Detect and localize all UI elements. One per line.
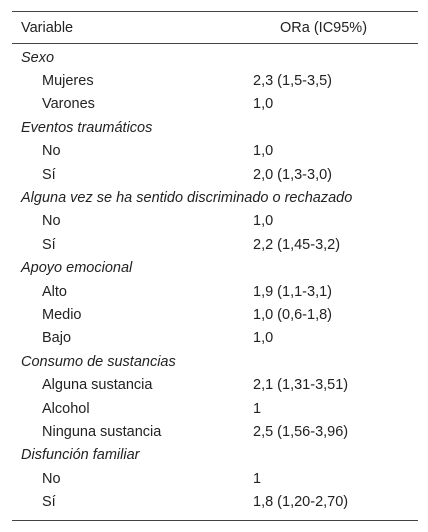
row-label: Sí bbox=[42, 166, 56, 183]
row-label: Sí bbox=[42, 494, 56, 511]
table-row bbox=[12, 467, 418, 490]
results-table bbox=[12, 11, 418, 521]
row-label: No bbox=[42, 470, 61, 487]
row-label: No bbox=[42, 213, 61, 230]
group-label: Sexo bbox=[21, 49, 55, 66]
table-row bbox=[12, 69, 418, 92]
row-label: Mujeres bbox=[42, 73, 94, 90]
row-value: 1 bbox=[253, 400, 262, 417]
table-row bbox=[12, 327, 418, 350]
row-value: 1,8 (1,20-2,70) bbox=[253, 494, 349, 511]
group-label: Consumo de sustancias bbox=[21, 353, 176, 370]
row-value: 2,0 (1,3-3,0) bbox=[253, 166, 332, 183]
row-label: No bbox=[42, 143, 61, 160]
group-row bbox=[12, 350, 418, 373]
row-value: 2,1 (1,31-3,51) bbox=[253, 377, 349, 394]
table-row bbox=[12, 420, 418, 443]
table-body bbox=[12, 44, 418, 520]
bottom-rule bbox=[12, 520, 418, 521]
row-value: 1,0 bbox=[253, 143, 274, 160]
group-label: Apoyo emocional bbox=[21, 260, 133, 277]
group-label: Alguna vez se ha sentido discriminado o rechazado bbox=[21, 190, 353, 207]
group-label: Eventos traumáticos bbox=[21, 119, 153, 136]
group-row bbox=[12, 46, 418, 69]
header-variable: Variable bbox=[21, 19, 74, 36]
row-label: Alcohol bbox=[42, 400, 90, 417]
row-value: 1,0 (0,6-1,8) bbox=[253, 306, 332, 323]
row-value: 2,3 (1,5-3,5) bbox=[253, 73, 332, 90]
table-row bbox=[12, 93, 418, 116]
row-label: Alto bbox=[42, 283, 67, 300]
row-label: Bajo bbox=[42, 330, 72, 347]
row-label: Medio bbox=[42, 306, 82, 323]
group-label: Disfunción familiar bbox=[21, 447, 140, 464]
group-row bbox=[12, 186, 418, 209]
row-value: 1 bbox=[253, 470, 262, 487]
table-header bbox=[12, 12, 418, 43]
row-value: 2,2 (1,45-3,2) bbox=[253, 236, 341, 253]
row-label: Varones bbox=[42, 96, 95, 113]
row-value: 1,0 bbox=[253, 330, 274, 347]
row-label: Alguna sustancia bbox=[42, 377, 153, 394]
table-row bbox=[12, 210, 418, 233]
group-row bbox=[12, 444, 418, 467]
table-row bbox=[12, 303, 418, 326]
row-value: 2,5 (1,56-3,96) bbox=[253, 423, 349, 440]
table-row bbox=[12, 233, 418, 256]
group-row bbox=[12, 257, 418, 280]
group-row bbox=[12, 116, 418, 139]
row-value: 1,9 (1,1-3,1) bbox=[253, 283, 332, 300]
row-label: Ninguna sustancia bbox=[42, 423, 162, 440]
table-row bbox=[12, 280, 418, 303]
table-row bbox=[12, 163, 418, 186]
table-row bbox=[12, 373, 418, 396]
table-row bbox=[12, 397, 418, 420]
header-ora: ORa (IC95%) bbox=[280, 19, 368, 36]
table-row bbox=[12, 490, 418, 513]
row-value: 1,0 bbox=[253, 96, 274, 113]
row-value: 1,0 bbox=[253, 213, 274, 230]
row-label: Sí bbox=[42, 236, 56, 253]
table-row bbox=[12, 140, 418, 163]
